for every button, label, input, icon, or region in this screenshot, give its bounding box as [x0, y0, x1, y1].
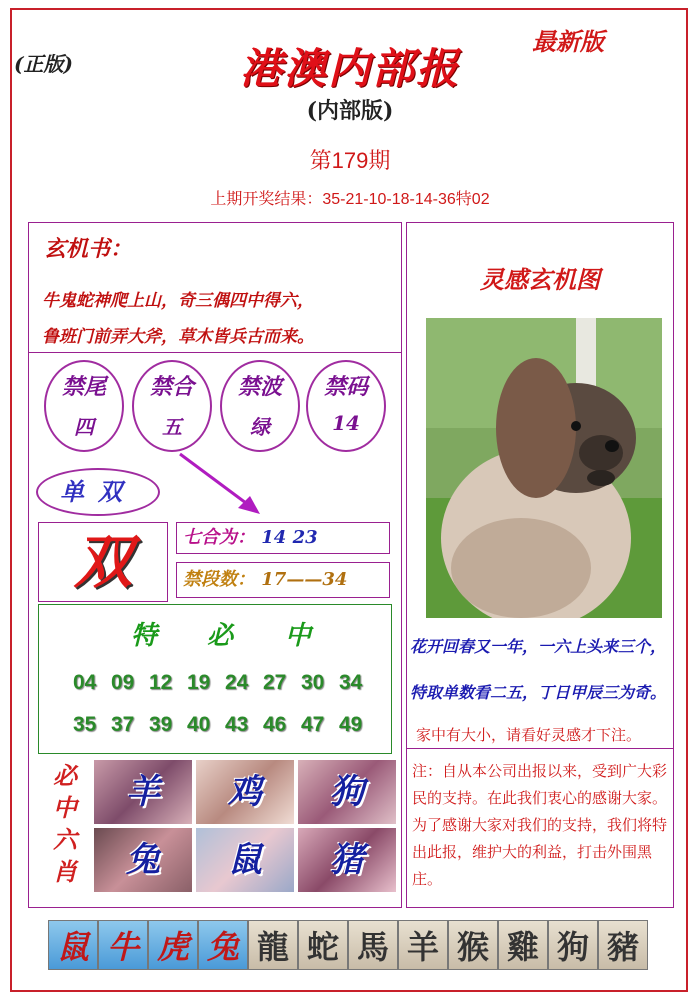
- oval-value: 五: [162, 415, 182, 439]
- jinduan-label: 禁段数：: [183, 569, 255, 590]
- number: 46: [263, 713, 287, 736]
- oval-key: 禁波: [237, 374, 282, 400]
- tebizhong-header-1: 特: [131, 621, 158, 651]
- divider: [28, 352, 402, 353]
- xuanjishu-title: 玄机书：: [44, 236, 133, 262]
- tebizhong-box: [38, 604, 392, 754]
- zodiac-bar: [48, 920, 648, 970]
- animal-tile: [196, 828, 294, 892]
- bizhong-label: [50, 760, 80, 888]
- number: 40: [187, 713, 211, 736]
- zodiac-cell: 虎: [148, 920, 198, 970]
- page-subtitle: (内部版): [306, 98, 394, 124]
- oval-key: 禁码: [323, 374, 368, 400]
- number: 19: [187, 671, 211, 694]
- jinduan-box: [176, 562, 390, 598]
- number: 27: [263, 671, 287, 694]
- number: 37: [111, 713, 135, 736]
- zodiac-cell: 豬: [598, 920, 648, 970]
- tebizhong-header-3: 中: [285, 621, 312, 651]
- animal-tile: [196, 760, 294, 824]
- page-title: 港澳内部报: [239, 44, 460, 93]
- shuang-char: 双: [73, 528, 132, 596]
- number: 09: [111, 671, 135, 694]
- arrow-icon: [176, 450, 266, 518]
- tebizhong-header-2: 必: [207, 621, 234, 651]
- zodiac-cell: 兔: [198, 920, 248, 970]
- oval-value: 14: [332, 411, 360, 435]
- number: 39: [149, 713, 173, 736]
- oval-key: 禁尾: [61, 374, 106, 400]
- bizhong-char: 中: [53, 793, 77, 822]
- animal-tile: [94, 828, 192, 892]
- animal-grid: [94, 760, 396, 894]
- poem-line-1: 花开回春又一年，一六上头来三个，: [410, 637, 667, 656]
- bizhong-char: 必: [53, 761, 77, 790]
- oval-jinbo: [220, 360, 300, 452]
- dog-photo: [426, 318, 662, 618]
- bizhong-char: 六: [53, 825, 77, 854]
- last-result: 上期开奖结果：35-21-10-18-14-36特02: [210, 191, 490, 208]
- number: 24: [225, 671, 249, 694]
- oval-jinwei: [44, 360, 124, 452]
- animal-tile: [298, 828, 396, 892]
- number: 43: [225, 713, 249, 736]
- danshuang-oval: 单双: [36, 468, 160, 516]
- qihe-value: 14 23: [261, 527, 318, 548]
- hint-text: 家中有大小，请看好灵感才下注。: [416, 727, 642, 744]
- divider: [406, 748, 674, 749]
- number: 49: [339, 713, 363, 736]
- oval-jinma: [306, 360, 386, 452]
- notice-text: 注：自从本公司出报以来，受到广大彩民的支持。在此我们衷心的感谢大家。为了感谢大家对我们的支持，我们将特出此报，维护大的利益，打击外围黑庄。: [412, 763, 668, 888]
- number: 12: [149, 671, 173, 694]
- qihe-label: 七合为：: [183, 527, 255, 548]
- jinduan-value: 17——34: [261, 569, 348, 590]
- latest-tag: 最新版: [532, 27, 604, 56]
- shuang-box: [38, 522, 168, 602]
- oval-jinhe: [132, 360, 212, 452]
- animal-label: 鼠: [228, 840, 262, 880]
- zodiac-cell: 龍: [248, 920, 298, 970]
- animal-label: 羊: [126, 772, 160, 812]
- animal-label: 兔: [126, 840, 160, 880]
- animal-tile: [94, 760, 192, 824]
- edition-tag: (正版): [14, 52, 73, 76]
- animal-label: 猪: [330, 840, 364, 880]
- xuanjishu-line-1: 牛鬼蛇神爬上山，奇三偶四中得六，: [42, 291, 314, 311]
- oval-value: 四: [74, 415, 94, 439]
- zodiac-cell: 羊: [398, 920, 448, 970]
- bizhong-char: 肖: [53, 857, 77, 886]
- oval-key: 禁合: [149, 374, 194, 400]
- oval-value: 绿: [250, 415, 270, 439]
- zodiac-cell: 牛: [98, 920, 148, 970]
- animal-tile: [298, 760, 396, 824]
- qihe-box: [176, 522, 390, 554]
- zodiac-cell: 鼠: [48, 920, 98, 970]
- issue-number: 第179期: [309, 148, 391, 173]
- zodiac-cell: 狗: [548, 920, 598, 970]
- animal-label: 狗: [330, 772, 364, 812]
- number: 04: [73, 671, 97, 694]
- number: 34: [339, 671, 363, 694]
- zodiac-cell: 猴: [448, 920, 498, 970]
- zodiac-cell: 馬: [348, 920, 398, 970]
- animal-label: 鸡: [228, 772, 262, 812]
- zodiac-cell: 蛇: [298, 920, 348, 970]
- number: 47: [301, 713, 325, 736]
- zodiac-cell: 雞: [498, 920, 548, 970]
- xuanjishu-line-2: 鲁班门前弄大斧，草木皆兵古而来。: [42, 327, 314, 347]
- number: 30: [301, 671, 325, 694]
- poem-line-2: 特取单数看二五，丁日甲辰三为奇。: [410, 683, 667, 702]
- linggan-title: 灵感玄机图: [480, 265, 600, 294]
- number: 35: [73, 713, 97, 736]
